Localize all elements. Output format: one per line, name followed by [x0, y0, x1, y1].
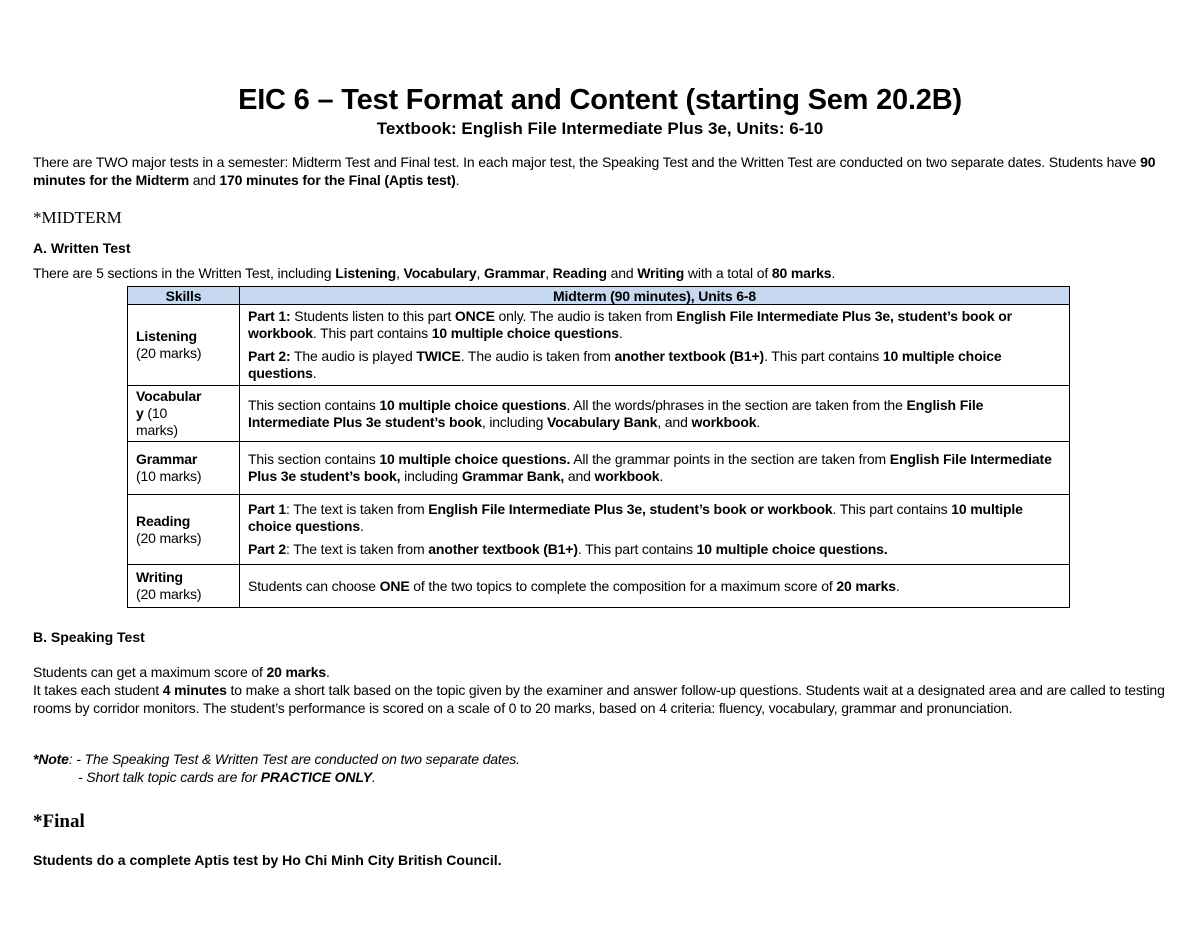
- final-heading: *Final: [33, 811, 85, 832]
- total-marks: 80 marks: [771, 265, 832, 281]
- text-bold: another textbook (B1+): [614, 348, 765, 364]
- skill-marks: (10 marks): [136, 468, 202, 484]
- table-row-listening: [128, 305, 1070, 386]
- text: .: [359, 518, 364, 534]
- text-bold: Reading: [552, 265, 607, 281]
- text: .: [756, 413, 761, 430]
- skill-name: Writing: [136, 569, 183, 585]
- header-midterm: Midterm (90 minutes), Units 6-8: [240, 287, 1070, 305]
- text: .: [326, 664, 330, 680]
- text: : The text is taken from: [286, 541, 429, 557]
- description-cell: [240, 442, 1070, 495]
- skill-marks: (10: [143, 405, 168, 421]
- skill-cell: [128, 565, 240, 608]
- part-2: [248, 348, 1061, 382]
- skill-marks: (20 marks): [136, 345, 202, 361]
- text: . The audio is taken from: [460, 348, 615, 364]
- text-bold: English File Intermediate Plus 3e student’s book,: [248, 451, 1052, 484]
- text: This section contains: [248, 396, 380, 413]
- table-header-row: [128, 287, 1070, 305]
- note: [33, 750, 1168, 786]
- table-row-reading: [128, 495, 1070, 565]
- text-bold: 10 multiple choice questions: [248, 501, 1023, 534]
- note-line-1: [33, 750, 1168, 768]
- description-cell: [240, 386, 1070, 442]
- skill-marks: (20 marks): [136, 529, 202, 546]
- speaking-test-heading: B. Speaking Test: [33, 629, 145, 645]
- text: Students can get a maximum score of: [33, 664, 267, 680]
- note-label: *Note: [33, 751, 69, 767]
- text-bold: English File Intermediate Plus 3e, student’s book or workbook: [248, 308, 1012, 341]
- text: and: [564, 468, 595, 484]
- text: . This part contains: [312, 325, 432, 341]
- written-test-description: [33, 264, 1173, 282]
- intro-paragraph: [33, 153, 1173, 189]
- text: , and: [657, 413, 692, 430]
- page-title: EIC 6 – Test Format and Content (starting Sem 20.2B): [238, 84, 962, 116]
- text-bold: Writing: [637, 265, 685, 281]
- text: : The text is taken from: [286, 501, 429, 517]
- description-cell: [240, 495, 1070, 565]
- text-bold: 10 multiple choice questions: [379, 396, 567, 413]
- text: Students can choose: [248, 577, 380, 594]
- text: It takes each student: [33, 682, 163, 698]
- written-test-table: [127, 286, 1070, 608]
- skill-cell: [128, 495, 240, 565]
- text-bold: 20 marks: [266, 664, 327, 680]
- part-label: Part 2: [248, 541, 287, 557]
- text: only. The audio is taken from: [494, 308, 677, 324]
- text: Students listen to this part: [290, 308, 455, 324]
- text: , including: [481, 413, 547, 430]
- text-bold: Vocabulary Bank: [547, 413, 658, 430]
- intro-text: There are TWO major tests in a semester: Midterm Test and Final test. In each major test, the Speaking Test and the Written Test are conducted on two separate dates. Students have: [33, 154, 1141, 170]
- text-bold: workbook: [691, 413, 757, 430]
- text-bold: Grammar Bank,: [461, 468, 565, 484]
- description-cell: [240, 305, 1070, 386]
- text: to make a short talk based on the topic given by the examiner and answer follow-up questions. Students wait at a designated area and are called to testing rooms by corridor monitors. The student’s performance is scored on a scale of 0 to 20 marks, based on 4 criteria: fluency, vocabulary, grammar and pronunciation.: [33, 682, 1165, 716]
- skill-cell: [128, 442, 240, 495]
- speaking-line-1: [33, 663, 1168, 681]
- text-bold: 20 marks: [836, 577, 896, 594]
- text: .: [659, 468, 664, 484]
- text-bold: 10 multiple choice questions: [248, 348, 1002, 381]
- speaking-test-description: [33, 663, 1168, 717]
- text: .: [371, 769, 376, 785]
- intro-midterm-duration: 90 minutes for the Midterm: [33, 154, 1156, 188]
- skill-marks: marks): [136, 422, 178, 438]
- part-1: [248, 308, 1061, 342]
- table-row-vocabulary: [128, 386, 1070, 442]
- intro-text: and: [189, 172, 220, 188]
- text: .: [618, 325, 623, 341]
- header-skills: Skills: [128, 287, 240, 305]
- text: : - The Speaking Test & Written Test are conducted on two separate dates.: [68, 751, 520, 767]
- text: .: [895, 577, 900, 594]
- text-bold: English File Intermediate Plus 3e student’s book: [248, 396, 984, 430]
- text-bold: workbook: [594, 468, 660, 484]
- part-label: Part 1:: [248, 308, 291, 324]
- text-bold: PRACTICE ONLY: [260, 769, 372, 785]
- part-1: [248, 501, 1061, 535]
- text: . All the words/phrases in the section are taken from the: [566, 396, 907, 413]
- text: . This part contains: [832, 501, 952, 517]
- text-bold: 10 multiple choice questions.: [379, 451, 571, 467]
- intro-final-duration: 170 minutes for the Final (Aptis test): [219, 172, 456, 188]
- intro-text: .: [455, 172, 460, 188]
- text: ,: [476, 265, 484, 281]
- skill-name: Vocabular: [136, 388, 202, 404]
- skill-name: Listening: [136, 328, 197, 344]
- text: - Short talk topic cards are for: [78, 769, 261, 785]
- text-bold: 10 multiple choice questions.: [696, 541, 888, 557]
- text-bold: 10 multiple choice questions: [431, 325, 619, 341]
- table-row-grammar: [128, 442, 1070, 495]
- text: including: [400, 468, 462, 484]
- text-bold: TWICE: [416, 348, 461, 364]
- text: of the two topics to complete the composition for a maximum score of: [409, 577, 837, 594]
- text-bold: Grammar: [483, 265, 546, 281]
- skill-marks: (20 marks): [136, 586, 202, 602]
- part-label: Part 1: [248, 501, 287, 517]
- text-bold: ONE: [379, 577, 410, 594]
- skill-cell: [128, 305, 240, 386]
- speaking-line-2: [33, 681, 1168, 717]
- note-line-2: [33, 768, 1168, 786]
- text: ,: [545, 265, 553, 281]
- text-bold: Listening: [335, 265, 397, 281]
- skill-cell: [128, 386, 240, 442]
- text: This section contains: [248, 451, 380, 467]
- text: The audio is played: [290, 348, 417, 364]
- text-bold: 4 minutes: [162, 682, 227, 698]
- text-bold: ONCE: [454, 308, 495, 324]
- description-cell: [240, 565, 1070, 608]
- text: ,: [396, 265, 404, 281]
- text-bold: another textbook (B1+): [428, 541, 578, 557]
- final-description: Students do a complete Aptis test by Ho Chi Minh City British Council.: [33, 852, 502, 868]
- part-label: Part 2:: [248, 348, 291, 364]
- text: .: [312, 365, 317, 381]
- text-bold: English File Intermediate Plus 3e, student’s book or workbook: [428, 501, 833, 517]
- skill-name: y: [136, 405, 144, 421]
- table-row-writing: [128, 565, 1070, 608]
- text: There are 5 sections in the Written Test, including: [33, 265, 336, 281]
- page-subtitle: Textbook: English File Intermediate Plus 3e, Units: 6-10: [376, 119, 824, 138]
- written-test-heading: A. Written Test: [33, 240, 131, 256]
- text: . This part contains: [577, 541, 697, 557]
- text: .: [831, 265, 836, 281]
- skill-name: Reading: [136, 512, 191, 529]
- text-bold: Vocabulary: [403, 265, 477, 281]
- part-2: [248, 541, 1061, 558]
- text: and: [606, 265, 638, 281]
- text: All the grammar points in the section are taken from: [570, 451, 890, 467]
- text: with a total of: [684, 265, 772, 281]
- midterm-heading: *MIDTERM: [33, 208, 122, 227]
- skill-name: Grammar: [136, 451, 198, 467]
- text: . This part contains: [764, 348, 883, 364]
